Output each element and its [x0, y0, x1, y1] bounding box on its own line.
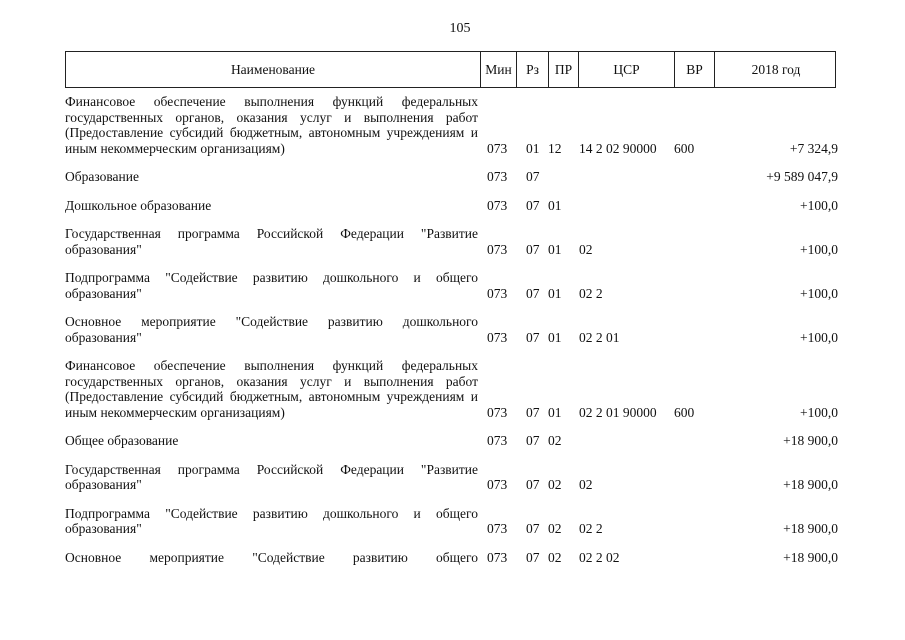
table-row: [65, 550, 840, 566]
row-name: Финансовое обеспечение выполнения функций федеральных государственных органов, оказания услуг и выполнения работ (Предоставление субсидий бюджетным, автономным учреждениям и иным некоммерческим организациям): [65, 94, 478, 156]
row-sum: +18 900,0: [783, 521, 838, 536]
row-name: Государственная программа Российской Федерации "Развитие образования": [65, 461, 478, 492]
row-min: 073: [487, 433, 508, 448]
row-min: 073: [487, 197, 508, 213]
row-min: 073: [487, 521, 508, 536]
row-min: 073: [487, 549, 508, 565]
row-pr: 01: [548, 285, 562, 301]
row-rz: 07: [526, 549, 540, 565]
row-sum: +7 324,9: [789, 140, 838, 156]
row-csr: 14 2 02 90000: [579, 140, 657, 156]
table-header: [65, 51, 836, 88]
row-csr: 02 2 01: [579, 329, 620, 345]
row-min: 073: [487, 241, 508, 257]
header-vr: ВР: [675, 52, 715, 87]
table-body: [65, 94, 840, 565]
row-sum: +18 900,0: [783, 433, 838, 448]
table-row: [65, 94, 840, 156]
row-rz: 07: [526, 197, 540, 213]
row-min: 073: [487, 140, 508, 156]
row-vr: 600: [674, 140, 695, 156]
row-pr: 01: [548, 404, 562, 420]
row-sum: +100,0: [800, 285, 838, 301]
row-pr: 02: [548, 433, 562, 448]
row-pr: 12: [548, 140, 562, 156]
row-rz: 07: [526, 477, 540, 492]
table-row: [65, 433, 840, 449]
row-sum: +18 900,0: [783, 549, 838, 565]
header-year: 2018 год: [751, 61, 801, 77]
row-sum: +100,0: [800, 241, 838, 257]
row-sum: +9 589 047,9: [766, 169, 838, 184]
row-pr: 02: [548, 477, 562, 492]
row-rz: 07: [526, 285, 540, 301]
row-min: 073: [487, 285, 508, 301]
row-pr: 01: [548, 197, 562, 213]
row-sum: +100,0: [800, 197, 838, 213]
row-sum: +100,0: [800, 329, 838, 345]
row-csr: 02 2 01 90000: [579, 404, 657, 420]
row-name: Государственная программа Российской Федерации "Развитие образования": [65, 226, 478, 257]
row-min: 073: [487, 477, 508, 492]
row-csr: 02: [579, 477, 593, 492]
row-name: Основное мероприятие "Содействие развитию общего: [65, 549, 478, 565]
header-pr: ПР: [549, 52, 579, 87]
row-csr: 02 2 02: [579, 549, 620, 565]
table-row: [65, 169, 840, 185]
row-vr: 600: [674, 404, 695, 420]
table-row: [65, 462, 840, 493]
row-min: 073: [487, 329, 508, 345]
header-csr: ЦСР: [579, 52, 675, 87]
row-rz: 07: [526, 404, 540, 420]
row-rz: 07: [526, 329, 540, 345]
table-row: [65, 226, 840, 257]
table-row: [65, 270, 840, 301]
row-sum: +100,0: [800, 404, 838, 420]
page-number: 105: [449, 21, 471, 36]
row-csr: 02: [579, 241, 593, 257]
row-name: Подпрограмма "Содействие развитию дошкольного и общего образования": [65, 270, 478, 301]
row-name: Дошкольное образование: [65, 197, 212, 213]
row-name: Основное мероприятие "Содействие развитию дошкольного образования": [65, 314, 478, 345]
row-min: 073: [487, 169, 508, 184]
row-pr: 02: [548, 521, 562, 536]
row-csr: 02 2: [579, 285, 603, 301]
row-pr: 01: [548, 329, 562, 345]
row-rz: 07: [526, 169, 540, 184]
row-min: 073: [487, 404, 508, 420]
row-rz: 07: [526, 433, 540, 448]
row-name: Образование: [65, 169, 139, 184]
table-row: [65, 198, 840, 214]
header-min: Мин: [481, 52, 517, 87]
row-rz: 07: [526, 521, 540, 536]
table-row: [65, 314, 840, 345]
row-pr: 02: [548, 549, 562, 565]
row-rz: 01: [526, 140, 540, 156]
table-row: [65, 358, 840, 420]
table-row: [65, 506, 840, 537]
header-name: Наименование: [66, 52, 481, 87]
row-pr: 01: [548, 241, 562, 257]
row-csr: 02 2: [579, 521, 603, 536]
row-sum: +18 900,0: [783, 477, 838, 492]
row-rz: 07: [526, 241, 540, 257]
row-name: Финансовое обеспечение выполнения функций федеральных государственных органов, оказания услуг и выполнения работ (Предоставление субсидий бюджетным, автономным учреждениям и иным некоммерческим организациям): [65, 358, 478, 420]
header-rz: Рз: [517, 52, 549, 87]
row-name: Подпрограмма "Содействие развитию дошкольного и общего образования": [65, 505, 478, 536]
row-name: Общее образование: [65, 433, 179, 448]
